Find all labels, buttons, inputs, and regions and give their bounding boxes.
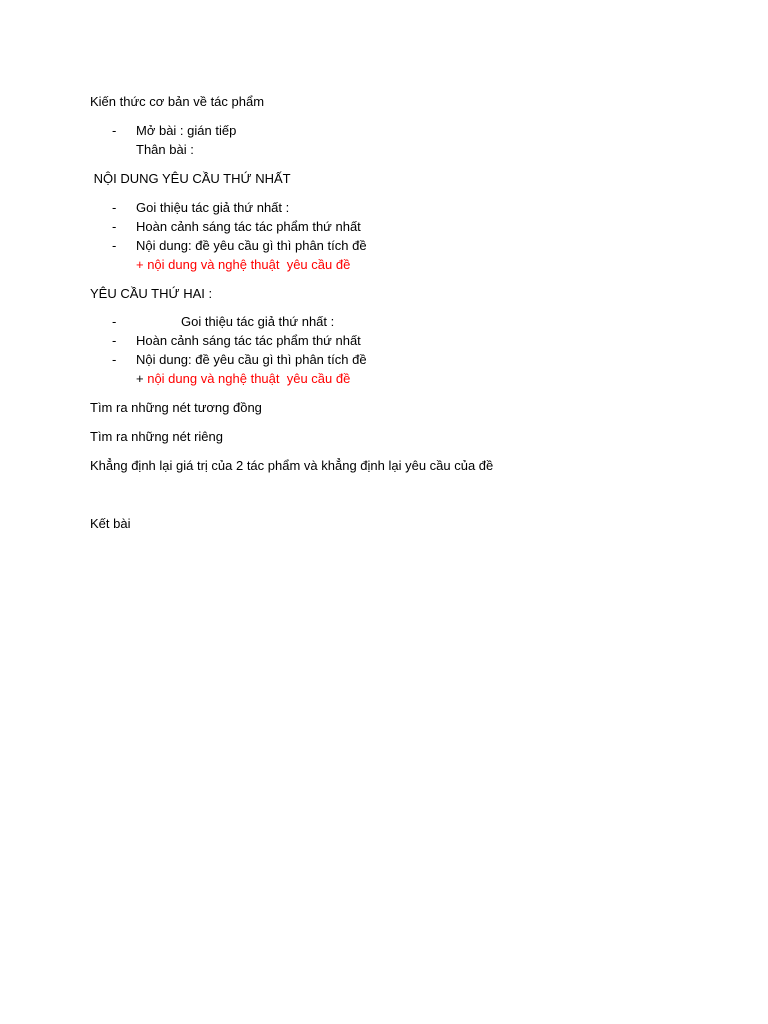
bullet-dash: - [112, 314, 117, 329]
plus-prefix: + [136, 371, 148, 386]
bullet-dash: - [112, 123, 117, 138]
requirement-one-item: Nội dung: đề yêu cầu gì thì phân tích đề [136, 238, 367, 253]
intro-than-bai: Thân bài : [136, 142, 194, 157]
conclusion-heading: Kết bài [90, 516, 131, 531]
requirement-two-item: Nội dung: đề yêu cầu gì thì phân tích đề [136, 352, 367, 367]
requirement-two-item: Hoàn cảnh sáng tác tác phẩm thứ nhất [136, 333, 361, 348]
bullet-dash: - [112, 238, 117, 253]
bullet-dash: - [112, 333, 117, 348]
requirement-one-title: NỘI DUNG YÊU CẦU THỨ NHẤT [90, 171, 291, 186]
similarities-line: Tìm ra những nét tương đồng [90, 400, 262, 415]
bullet-dash: - [112, 352, 117, 367]
intro-mo-bai: Mở bài : gián tiếp [136, 123, 237, 138]
affirmation-line: Khẳng định lại giá trị của 2 tác phẩm và khẳng định lại yêu cầu của đề [90, 458, 494, 473]
requirement-two-item: Goi thiệu tác giả thứ nhất : [181, 314, 335, 329]
differences-line: Tìm ra những nét riêng [90, 429, 223, 444]
requirement-one-plus-line: + nội dung và nghệ thuật yêu cầu đề [136, 257, 351, 272]
heading-basic-knowledge: Kiến thức cơ bản về tác phẩm [90, 94, 265, 109]
requirement-one-item: Hoàn cảnh sáng tác tác phẩm thứ nhất [136, 219, 361, 234]
requirement-one-item: Goi thiệu tác giả thứ nhất : [136, 200, 290, 215]
plus-text: nội dung và nghệ thuật yêu cầu đề [147, 371, 351, 386]
bullet-dash: - [112, 200, 117, 215]
requirement-two-title: YÊU CẦU THỨ HAI : [90, 286, 213, 301]
requirement-two-plus-line [136, 371, 350, 387]
bullet-dash: - [112, 219, 117, 234]
